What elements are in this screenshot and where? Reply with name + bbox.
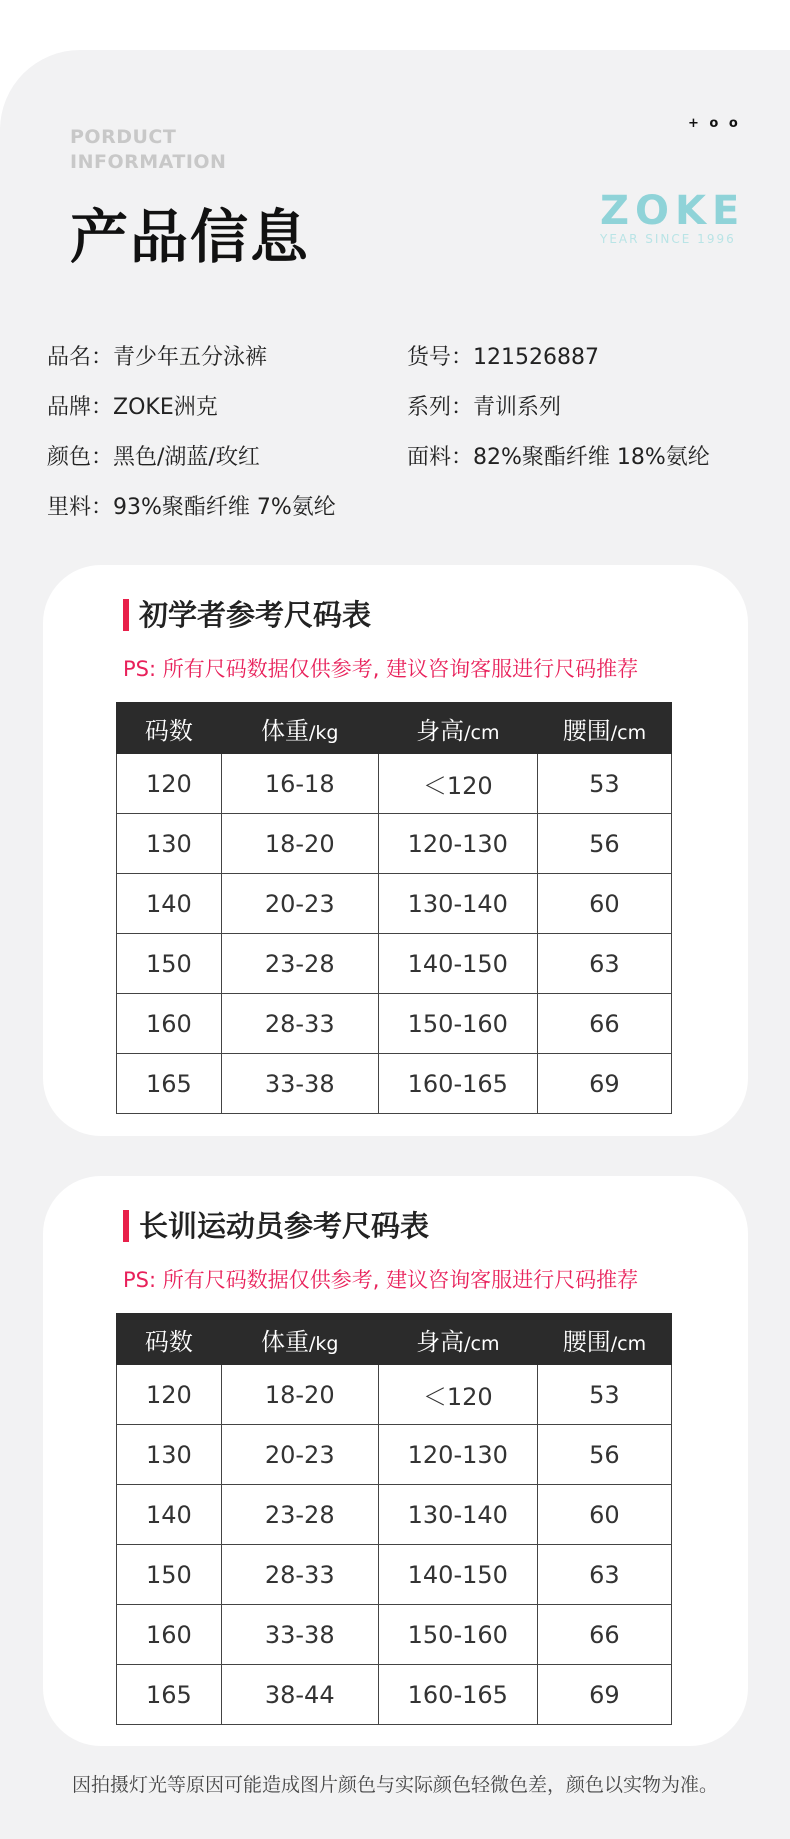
table-row — [117, 754, 672, 814]
column-header-size: 码数 — [117, 1314, 222, 1365]
table-row — [117, 934, 672, 994]
table-row — [117, 994, 672, 1054]
table-cell: 120 — [117, 1365, 222, 1425]
table-row — [117, 874, 672, 934]
table-cell: 120 — [117, 754, 222, 814]
table-cell: 120-130 — [378, 814, 537, 874]
table-cell: 165 — [117, 1054, 222, 1114]
size-chart-note: PS: 所有尺码数据仅供参考, 建议咨询客服进行尺码推荐 — [123, 657, 639, 681]
info-value: 82%聚酯纤维 18%氨纶 — [473, 444, 710, 470]
table-cell: 66 — [537, 994, 671, 1054]
table-cell: 150-160 — [378, 994, 537, 1054]
product-info — [47, 330, 767, 530]
header-english — [70, 125, 226, 175]
table-row — [117, 1054, 672, 1114]
info-item-fabric — [407, 440, 767, 471]
column-header-waist: 腰围/cm — [537, 1314, 671, 1365]
info-value: 青训系列 — [473, 394, 562, 420]
table-row — [117, 1365, 672, 1425]
column-header-weight: 体重/kg — [221, 703, 378, 754]
info-key: 品牌： — [47, 394, 114, 420]
size-chart-title — [123, 1208, 429, 1244]
info-value: ZOKE洲克 — [113, 394, 218, 420]
table-cell: 53 — [537, 1365, 671, 1425]
table-cell: 20-23 — [221, 874, 378, 934]
table-cell: 28-33 — [221, 994, 378, 1054]
table-cell: 160 — [117, 994, 222, 1054]
header-en-line1: PORDUCT — [70, 126, 177, 148]
column-header-size: 码数 — [117, 703, 222, 754]
table-cell: 150 — [117, 1545, 222, 1605]
size-table — [116, 702, 672, 1114]
table-cell: 130-140 — [378, 874, 537, 934]
table-cell: 120-130 — [378, 1425, 537, 1485]
table-cell: 160-165 — [378, 1665, 537, 1725]
info-value: 青少年五分泳裤 — [113, 344, 268, 370]
info-item-series — [407, 390, 767, 421]
table-row — [117, 1425, 672, 1485]
table-cell: 16-18 — [221, 754, 378, 814]
table-cell: ＜120 — [378, 754, 537, 814]
table-cell: 18-20 — [221, 814, 378, 874]
table-cell: 69 — [537, 1665, 671, 1725]
size-chart-title — [123, 597, 371, 633]
accent-bar — [123, 599, 129, 631]
table-cell: 33-38 — [221, 1605, 378, 1665]
table-cell: 140 — [117, 1485, 222, 1545]
column-header-height: 身高/cm — [378, 1314, 537, 1365]
column-header-weight: 体重/kg — [221, 1314, 378, 1365]
info-item-color — [47, 440, 407, 471]
info-key: 系列： — [407, 394, 474, 420]
table-cell: 160-165 — [378, 1054, 537, 1114]
table-header-row — [117, 1314, 672, 1365]
table-cell: 140-150 — [378, 934, 537, 994]
column-header-waist: 腰围/cm — [537, 703, 671, 754]
info-key: 面料： — [407, 444, 474, 470]
table-row — [117, 1605, 672, 1665]
info-value: 121526887 — [473, 344, 599, 370]
header-en-line2: INFORMATION — [70, 151, 227, 173]
table-row — [117, 1665, 672, 1725]
size-chart-card-athlete — [43, 1176, 748, 1746]
table-cell: 56 — [537, 1425, 671, 1485]
info-item-lining — [47, 490, 415, 521]
info-row — [47, 480, 767, 530]
info-row — [47, 380, 767, 430]
table-cell: 69 — [537, 1054, 671, 1114]
color-disclaimer: 因拍摄灯光等原因可能造成图片颜色与实际颜色轻微色差，颜色以实物为准。 — [71, 1774, 718, 1796]
info-key: 颜色： — [47, 444, 114, 470]
table-cell: 23-28 — [221, 934, 378, 994]
info-row — [47, 330, 767, 380]
brand-logo — [600, 188, 746, 246]
table-cell: 140-150 — [378, 1545, 537, 1605]
info-key: 里料： — [47, 494, 114, 520]
info-key: 品名： — [47, 344, 114, 370]
decorative-dots: + o o — [688, 116, 741, 131]
table-cell: 60 — [537, 874, 671, 934]
info-row — [47, 430, 767, 480]
table-cell: 56 — [537, 814, 671, 874]
size-chart-title-text: 初学者参考尺码表 — [139, 598, 372, 632]
size-chart-card-beginner — [43, 565, 748, 1136]
table-cell: ＜120 — [378, 1365, 537, 1425]
page-title: 产品信息 — [70, 203, 311, 271]
table-cell: 23-28 — [221, 1485, 378, 1545]
table-cell: 60 — [537, 1485, 671, 1545]
info-key: 货号： — [407, 344, 474, 370]
info-item-name — [47, 340, 407, 371]
table-cell: 130 — [117, 1425, 222, 1485]
size-table — [116, 1313, 672, 1725]
table-row — [117, 1545, 672, 1605]
table-row — [117, 1485, 672, 1545]
info-value: 黑色/湖蓝/玫红 — [113, 444, 260, 470]
size-chart-title-text: 长训运动员参考尺码表 — [139, 1209, 430, 1243]
info-value: 93%聚酯纤维 7%氨纶 — [113, 494, 336, 520]
table-cell: 53 — [537, 754, 671, 814]
table-cell: 150-160 — [378, 1605, 537, 1665]
logo-wordmark: ZOKE — [600, 188, 746, 234]
table-cell: 66 — [537, 1605, 671, 1665]
table-cell: 38-44 — [221, 1665, 378, 1725]
table-header-row — [117, 703, 672, 754]
table-cell: 150 — [117, 934, 222, 994]
table-cell: 33-38 — [221, 1054, 378, 1114]
info-item-sku — [407, 340, 767, 371]
table-cell: 140 — [117, 874, 222, 934]
table-cell: 18-20 — [221, 1365, 378, 1425]
table-cell: 130 — [117, 814, 222, 874]
table-cell: 63 — [537, 1545, 671, 1605]
size-chart-note: PS: 所有尺码数据仅供参考, 建议咨询客服进行尺码推荐 — [123, 1268, 639, 1292]
table-cell: 28-33 — [221, 1545, 378, 1605]
table-cell: 63 — [537, 934, 671, 994]
table-cell: 130-140 — [378, 1485, 537, 1545]
column-header-height: 身高/cm — [378, 703, 537, 754]
accent-bar — [123, 1210, 129, 1242]
table-row — [117, 814, 672, 874]
table-cell: 20-23 — [221, 1425, 378, 1485]
table-cell: 160 — [117, 1605, 222, 1665]
table-cell: 165 — [117, 1665, 222, 1725]
logo-tagline: YEAR SINCE 1996 — [600, 232, 736, 246]
info-item-brand — [47, 390, 407, 421]
